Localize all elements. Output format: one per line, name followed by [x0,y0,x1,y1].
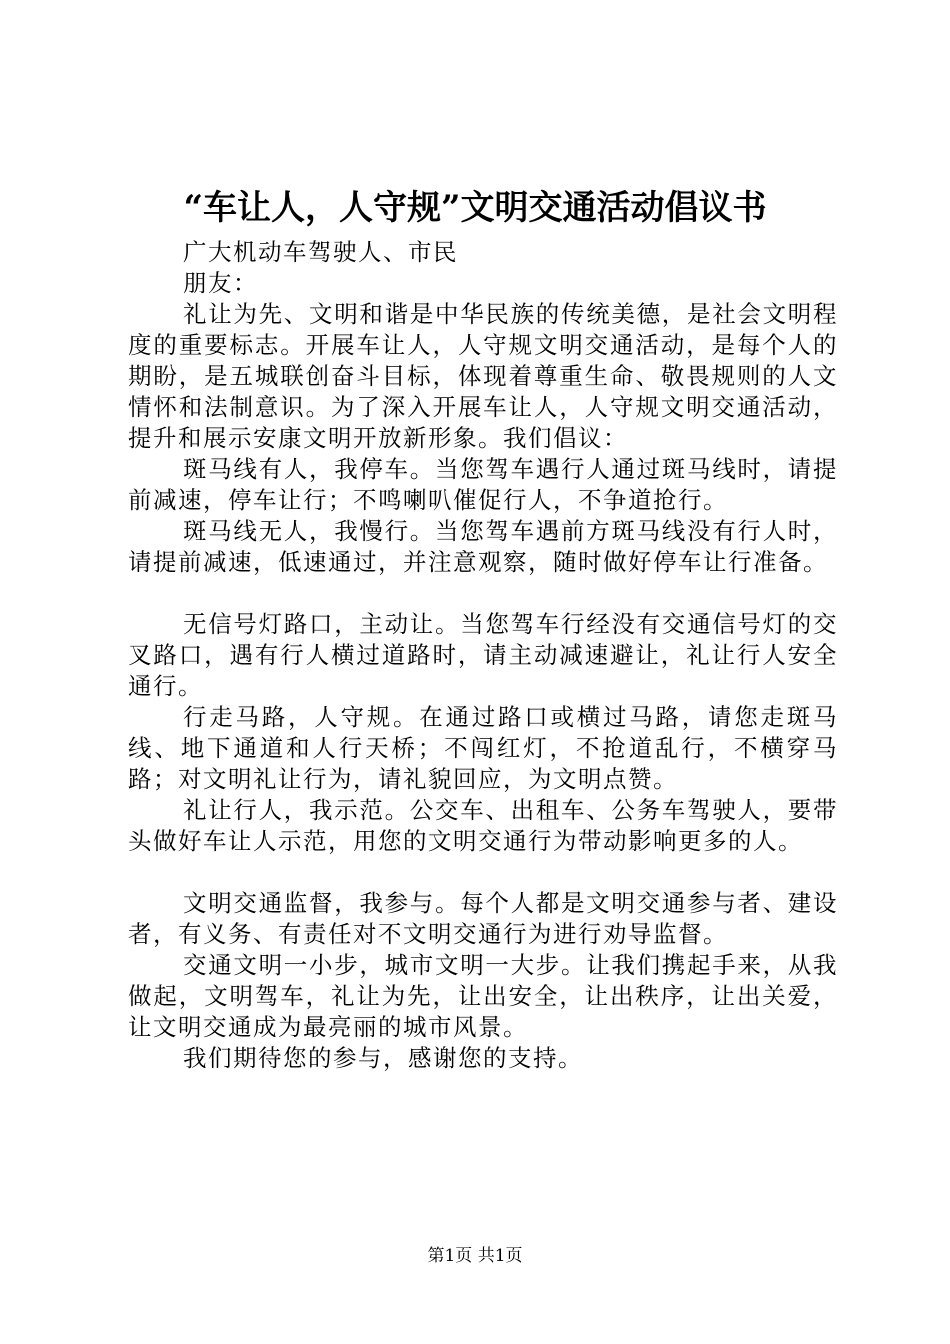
paragraph-closing: 我们期待您的参与，感谢您的支持。 [183,1044,583,1072]
paragraph-intro: 礼让为先、文明和谐是中华民族的传统美德，是社会文明程度的重要标志。开展车让人，人守规文明交通活动，是每个人的期盼，是五城联创奋斗目标，体现着尊重生命、敬畏规则的人文情怀和法制意识。为了深入开展车让人，人守规文明交通活动，提升和展示安康文明开放新形象。我们倡议： [128,300,838,452]
paragraph-call-to-action: 交通文明一小步，城市文明一大步。让我们携起手来，从我做起，文明驾车，礼让为先，让出安全，让出秩序，让出关爱，让文明交通成为最亮丽的城市风景。 [128,951,838,1041]
page-footer: 第1页 共1页 [427,1246,523,1266]
paragraph-driver-example: 礼让行人，我示范。公交车、出租车、公务车驾驶人，要带头做好车让人示范，用您的文明交通行为带动影响更多的人。 [128,796,838,855]
paragraph-crosswalk-stop: 斑马线有人，我停车。当您驾车遇行人通过斑马线时，请提前减速，停车让行；不鸣喇叭催促行人，不争道抢行。 [128,455,838,514]
document-title: “车让人，人守规”文明交通活动倡议书 [183,188,767,228]
paragraph-pedestrian-rules: 行走马路，人守规。在通过路口或横过马路，请您走斑马线、地下通道和人行天桥；不闯红灯，不抢道乱行，不横穿马路；对文明礼让行为，请礼貌回应，为文明点赞。 [128,703,838,793]
paragraph-no-signal: 无信号灯路口，主动让。当您驾车行经没有交通信号灯的交叉路口，遇有行人横过道路时，请主动减速避让，礼让行人安全通行。 [128,610,838,700]
paragraph-supervision: 文明交通监督，我参与。每个人都是文明交通参与者、建设者，有义务、有责任对不文明交通行为进行劝导监督。 [128,889,838,948]
document-body [128,237,838,1074]
paragraph-crosswalk-slow: 斑马线无人，我慢行。当您驾车遇前方斑马线没有行人时，请提前减速，低速通过，并注意观察，随时做好停车让行准备。 [128,517,838,576]
salutation-line-1: 广大机动车驾驶人、市民 [183,238,458,266]
salutation-line-2: 朋友： [183,269,258,297]
